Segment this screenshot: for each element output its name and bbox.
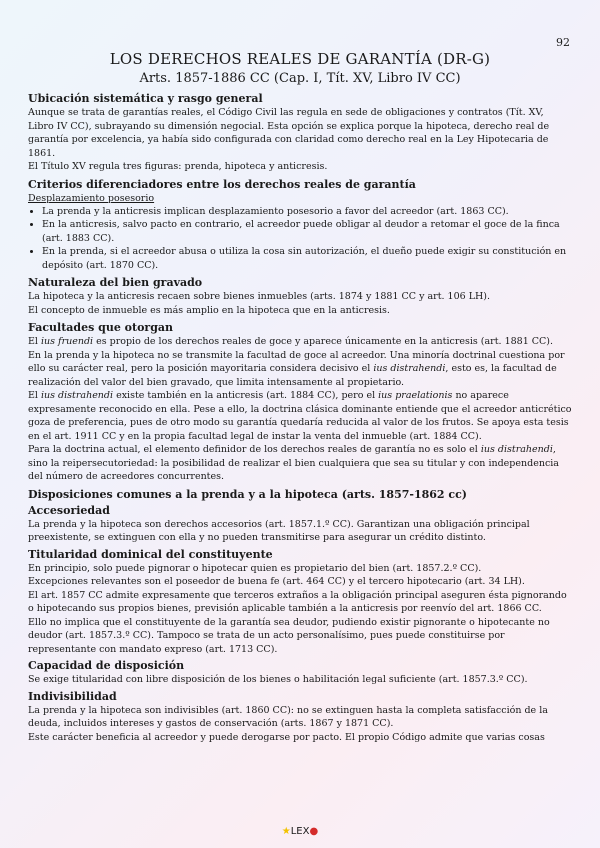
paragraph: El art. 1857 CC admite expresamente que terceros extraños a la obligación principal aseguren ésta pignorando o hipotecando sus propios bienes, previsión aplicable también a la anticresis por reenvío del art. 1866 CC. [28, 589, 567, 614]
page-number: 92 [556, 36, 570, 49]
paragraph: La prenda y la hipoteca son indivisibles (art. 1860 CC): no se extinguen hasta la completa satisfacción de la deuda, incluidos intereses y gastos de conservación (arts. 1867 y 1871 CC). [28, 704, 548, 729]
subheading-capacidad: Capacidad de disposición [28, 659, 185, 672]
document-subtitle: Arts. 1857-1886 CC (Cap. I, Tít. XV, Libro IV CC) [139, 71, 461, 86]
subheading-titularidad: Titularidad dominical del constituyente [28, 547, 273, 561]
list-item: • La prenda y la anticresis implican desplazamiento posesorio a favor del acreedor (art. 1863 CC). [42, 205, 572, 219]
section-heading-naturaleza: Naturaleza del bien gravado [28, 276, 203, 289]
paragraph: La hipoteca y la anticresis recaen sobre bienes inmuebles (arts. 1874 y 1881 CC y art. 106 LH). [28, 291, 491, 302]
footer-logo [0, 826, 600, 837]
document-page [28, 30, 572, 744]
paragraph: Ello no implica que el constituyente de la garantía sea deudor, pudiendo existir pignorante o hipotecante no deudor (art. 1857.3.º CC). Tampoco se trata de un acto personalísimo, pues puede constituirse por representante con mandato expreso (art. 1713 CC). [28, 616, 550, 655]
section-heading-facultades: Facultades que otorgan [28, 321, 174, 334]
section-heading-criterios: Criterios diferenciadores entre los derechos reales de garantía [28, 177, 416, 191]
paragraph: Para la doctrina actual, el elemento definidor de los derechos reales de garantía no es solo el ius distrahendi, sino la reipersecutoriedad: la posibilidad de realizar el bien cualquiera que sea su titular y con independencia del número de acreedores concurrentes. [28, 444, 559, 482]
subheading-indivisibilidad: Indivisibilidad [28, 689, 117, 703]
paragraph: Se exige titularidad con libre disposición de los bienes o habilitación legal suficiente (art. 1857.3.º CC). [28, 674, 528, 685]
latin-term: ius distrahendi [41, 390, 114, 401]
brand-text: LEX [290, 826, 310, 837]
document-title: LOS DERECHOS REALES DE GARANTÍA (DR-G) [109, 50, 491, 68]
list-item: • En la anticresis, salvo pacto en contrario, el acreedor puede obligar al deudor a retomar el goce de la finca (art. 1883 CC). [42, 218, 572, 245]
paragraph: Excepciones relevantes son el poseedor de buena fe (art. 464 CC) y el tercero hipotecario (art. 34 LH). [28, 576, 525, 587]
section-heading-ubicacion: Ubicación sistemática y rasgo general [28, 92, 263, 105]
drop-icon: ● [309, 826, 319, 837]
subheading-accesoriedad: Accesoriedad [28, 503, 110, 517]
list-item: • En la prenda, si el acreedor abusa o utiliza la cosa sin autorización, el dueño puede exigir su constitución en depósito (art. 1870 CC). [42, 245, 572, 272]
subheading-desplazamiento: Desplazamiento posesorio [28, 192, 155, 204]
paragraph: Aunque se trata de garantías reales, el Código Civil las regula en sede de obligaciones y contratos (Tít. XV, Libro IV CC), subrayando su dimensión negocial. Esta opción se explica porque la hipoteca, derecho real de garantía por excelencia, ya había sido configurada con claridad como derecho real en la Ley Hipotecaria de 1861. [28, 107, 550, 159]
latin-term: ius distrahendi [480, 444, 553, 455]
star-icon: ★ [281, 826, 291, 837]
paragraph: En la prenda y la hipoteca no se transmite la facultad de goce al acreedor. Una minoría doctrinal cuestiona por ello su carácter real, pero la posición mayoritaria considera decisivo el ius distrahendi, esto es, la facultad de realización del valor del bien gravado, que limita intensamente al propietario. [28, 349, 565, 388]
paragraph: El ius distrahendi existe también en la anticresis (art. 1884 CC), pero el ius praelationis no aparece expresamente reconocido en ella. Pese a ello, la doctrina clásica dominante entiende que el acreedor anticrético goza de preferencia, pues de otro modo su garantía quedaría reducida al valor de los frutos. Se apoya esta tesis en el art. 1911 CC y en la propia facultad legal de instar la venta del inmueble (art. 1884 CC). [28, 390, 572, 442]
latin-term: ius distrahendi [373, 363, 446, 374]
paragraph: El Título XV regula tres figuras: prenda, hipoteca y anticresis. [28, 161, 328, 172]
paragraph: Este carácter beneficia al acreedor y puede derogarse por pacto. El propio Código admite que varias cosas [28, 731, 545, 743]
latin-term: ius fruendi [41, 336, 94, 347]
section-heading-disposiciones: Disposiciones comunes a la prenda y a la hipoteca (arts. 1857-1862 cc) [28, 487, 467, 501]
paragraph: El ius fruendi es propio de los derechos reales de goce y aparece únicamente en la anticresis (art. 1881 CC). [28, 336, 554, 347]
paragraph: La prenda y la hipoteca son derechos accesorios (art. 1857.1.º CC). Garantizan una obligación principal preexistente, se extinguen con ella y no pueden transmitirse para asegurar un crédito distinto. [28, 518, 530, 543]
paragraph: El concepto de inmueble es más amplio en la hipoteca que en la anticresis. [28, 304, 390, 316]
bullet-list [28, 205, 572, 273]
latin-term: ius praelationis [378, 390, 453, 401]
paragraph: En principio, solo puede pignorar o hipotecar quien es propietario del bien (art. 1857.2.º CC). [28, 562, 482, 574]
